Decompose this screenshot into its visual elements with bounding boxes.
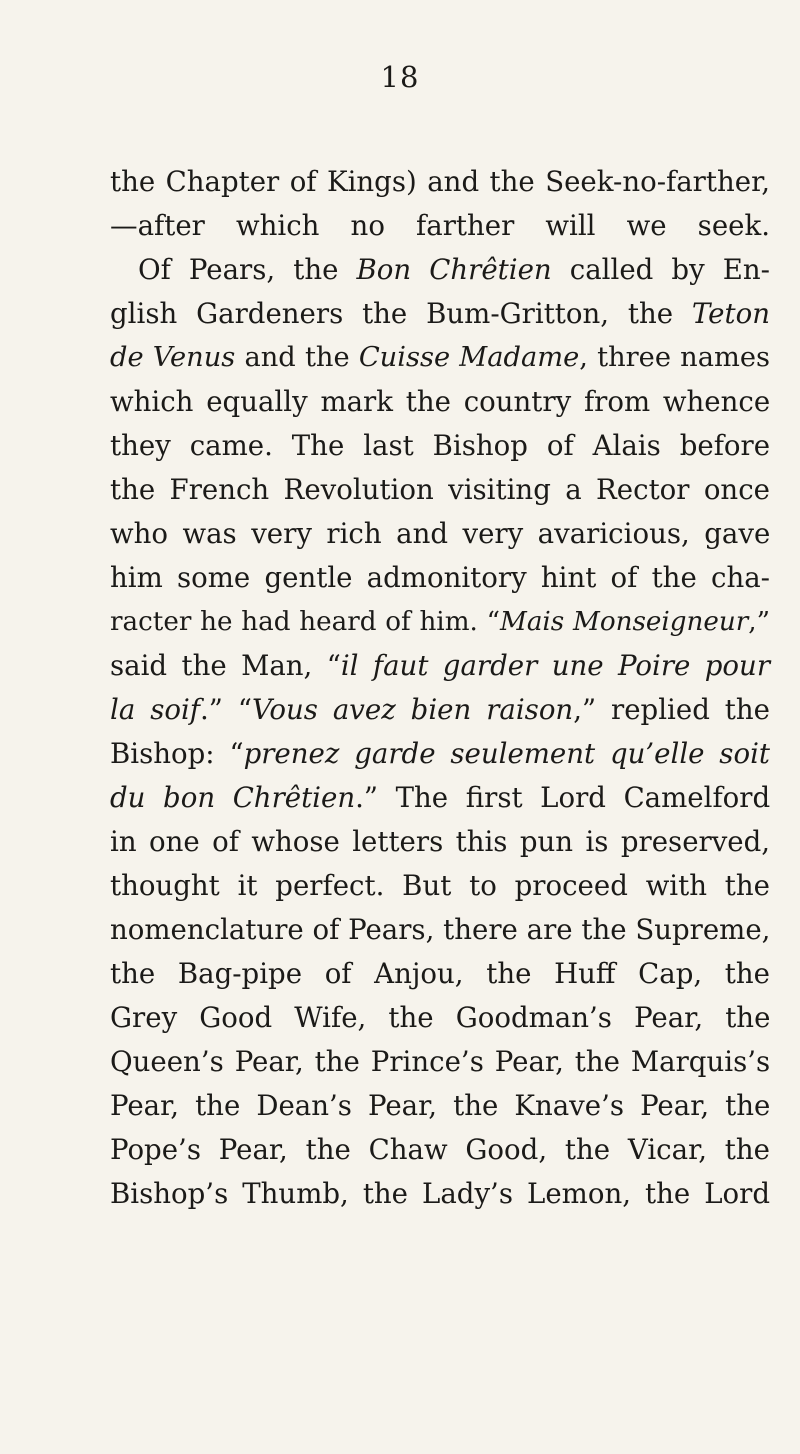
- text-segment: Bishop’s Thumb, the Lady’s Lemon, the Lord: [110, 1177, 770, 1210]
- text-segment: —after which no farther will we seek.: [110, 209, 770, 242]
- text-segment: racter he had heard of him. “: [110, 607, 500, 637]
- text-line: [110, 644, 770, 688]
- text-segment: said the Man, “: [110, 649, 341, 682]
- italic-text: de Venus: [110, 342, 236, 373]
- text-segment: which equally mark the country from whence: [110, 385, 771, 418]
- text-segment: Grey Good Wife, the Goodman’s Pear, the: [110, 1001, 771, 1034]
- text-line: [110, 336, 770, 380]
- text-line: [110, 688, 770, 732]
- text-line: [110, 204, 770, 248]
- text-line: [110, 292, 770, 336]
- text-segment: in one of whose letters this pun is preserved,: [110, 825, 771, 858]
- text-segment: , three names: [579, 342, 770, 373]
- italic-text: du bon Chrêtien: [110, 781, 356, 814]
- italic-text: la soif: [110, 693, 201, 726]
- text-segment: Bishop: “: [110, 737, 244, 770]
- italic-text: prenez garde seulement qu’elle soit: [243, 737, 770, 770]
- text-segment: who was very rich and very avaricious, gave: [110, 517, 771, 550]
- text-line: [110, 160, 770, 204]
- text-line: [110, 248, 770, 292]
- text-segment: Of Pears, the: [138, 253, 357, 286]
- text-segment: the French Revolution visiting a Rector once: [110, 473, 770, 506]
- text-segment: called by En-: [551, 253, 770, 286]
- text-line: [110, 556, 770, 600]
- body-text: [110, 160, 770, 1216]
- italic-text: Bon Chrêtien: [356, 253, 552, 286]
- text-segment: .” “: [200, 693, 252, 726]
- text-line: [110, 1172, 770, 1216]
- text-line: [110, 1040, 770, 1084]
- text-segment: him some gentle admonitory hint of the cha-: [110, 561, 770, 594]
- italic-text: Teton: [691, 297, 770, 330]
- text-line: [110, 1084, 770, 1128]
- text-line: [110, 468, 770, 512]
- italic-text: Vous avez bien raison: [251, 693, 574, 726]
- text-line: [110, 908, 770, 952]
- text-line: [110, 776, 770, 820]
- text-segment: ,” replied the: [573, 693, 770, 726]
- italic-text: Mais Monseigneur: [500, 607, 749, 637]
- text-segment: thought it perfect. But to proceed with the: [110, 869, 770, 902]
- text-segment: the Bag-pipe of Anjou, the Huff Cap, the: [110, 957, 770, 990]
- text-line: [110, 864, 770, 908]
- italic-text: Cuisse Madame: [358, 342, 580, 373]
- text-line: [110, 732, 770, 776]
- text-segment: nomenclature of Pears, there are the Supreme,: [110, 913, 771, 946]
- text-segment: .” The first Lord Camelford: [355, 781, 771, 814]
- text-line: [110, 952, 770, 996]
- text-line: [110, 1128, 770, 1172]
- text-segment: Pear, the Dean’s Pear, the Knave’s Pear, the: [110, 1089, 771, 1122]
- text-line: [110, 512, 770, 556]
- text-segment: glish Gardeners the Bum-Gritton, the: [110, 297, 692, 330]
- text-segment: Queen’s Pear, the Prince’s Pear, the Marquis’s: [110, 1045, 771, 1078]
- text-segment: Pope’s Pear, the Chaw Good, the Vicar, the: [110, 1133, 770, 1166]
- text-segment: ,”: [748, 607, 770, 637]
- page-number: 18: [380, 60, 420, 94]
- text-line: [110, 996, 770, 1040]
- text-segment: they came. The last Bishop of Alais before: [110, 429, 771, 462]
- text-segment: the Chapter of Kings) and the Seek-no-farther,: [110, 165, 770, 198]
- text-line: [110, 424, 770, 468]
- text-line: [110, 600, 770, 644]
- text-line: [110, 820, 770, 864]
- text-line: [110, 380, 770, 424]
- text-segment: and the: [235, 342, 359, 373]
- italic-text: il faut garder une Poire pour: [340, 649, 771, 682]
